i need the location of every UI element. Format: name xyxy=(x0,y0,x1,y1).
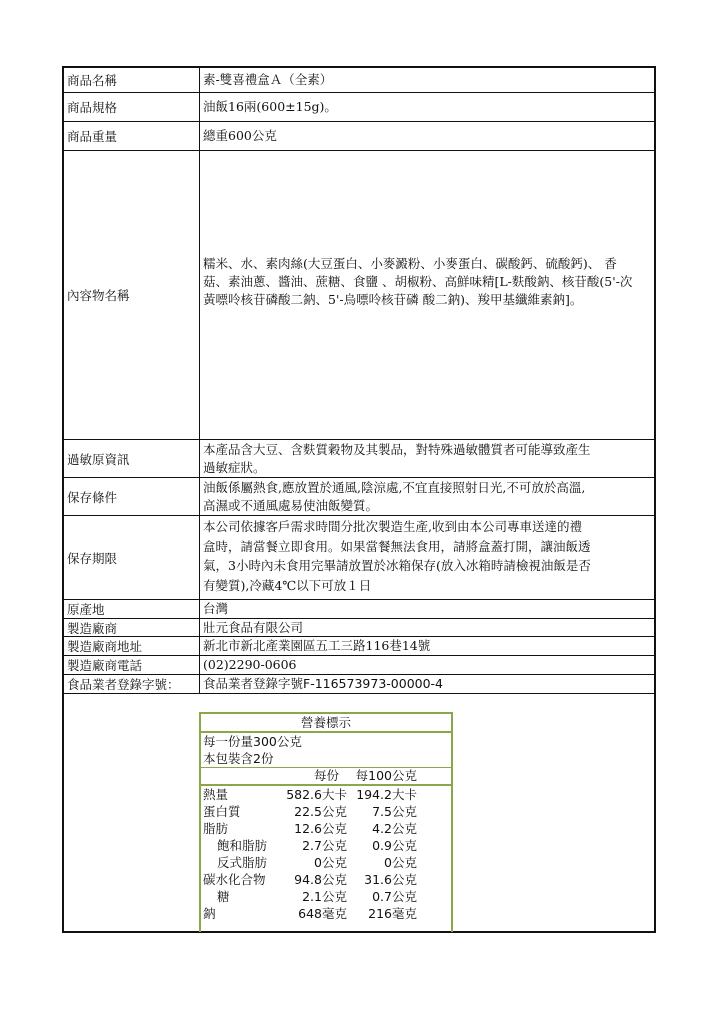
nutrition-label xyxy=(199,712,453,932)
nutrient-name: 碳水化合物 xyxy=(203,872,266,887)
nutrient-per-serving: 12.6公克 xyxy=(294,821,347,836)
value-maker: 壯元食品有限公司 xyxy=(203,619,304,635)
row-maker xyxy=(64,619,654,637)
label-shelf-life: 保存期限 xyxy=(64,516,200,599)
nutrient-per-serving: 582.6大卡 xyxy=(286,787,347,802)
nutrient-name: 蛋白質 xyxy=(203,804,241,819)
nutrient-name: 飽和脂肪 xyxy=(217,838,268,853)
nutrition-row xyxy=(201,854,451,871)
row-shelf-life xyxy=(64,516,654,600)
nutrient-per-100g: 7.5公克 xyxy=(372,804,417,819)
storage-line: 油飯係屬熱食,應放置於通風,陰涼處,不宜直接照射日光,不可放於高溫, xyxy=(203,480,586,495)
col-100g-header: 每100公克 xyxy=(355,768,417,783)
nutrition-row xyxy=(201,905,451,922)
nutrient-per-serving: 648毫克 xyxy=(298,906,347,921)
contents-line: 糯米、水、素肉絲(大豆蛋白、小麥澱粉、小麥蛋白、碳酸鈣、硫酸鈣)、 香 xyxy=(203,256,617,271)
shelf-line: 有變質),冷藏4℃以下可放１日 xyxy=(203,577,372,593)
value-origin: 台灣 xyxy=(203,601,229,617)
nutrient-per-serving: 22.5公克 xyxy=(294,804,347,819)
value-product-size: 油飯16兩(600±15g)。 xyxy=(203,99,337,115)
nutrient-per-100g: 0.7公克 xyxy=(372,889,417,904)
nutrition-title: 營養標示 xyxy=(201,714,451,733)
nutrient-name: 反式脂肪 xyxy=(217,855,268,870)
allergen-line: 本產品含大豆、含麩質穀物及其製品，對特殊過敏體質者可能導致產生 xyxy=(203,442,591,457)
row-origin xyxy=(64,600,654,619)
nutrient-per-serving: 2.7公克 xyxy=(302,838,347,853)
label-product-name: 商品名稱 xyxy=(64,68,200,92)
label-product-weight: 商品重量 xyxy=(64,122,200,150)
row-contents xyxy=(64,151,654,440)
value-phone: (02)2290-0606 xyxy=(203,657,297,673)
nutrient-per-100g: 0.9公克 xyxy=(372,838,417,853)
label-register: 食品業者登錄字號： xyxy=(64,675,200,693)
nutrient-per-serving: 2.1公克 xyxy=(302,889,347,904)
nutrition-row xyxy=(201,888,451,905)
label-origin: 原產地 xyxy=(64,600,200,618)
value-shelf-life xyxy=(200,516,654,599)
row-address xyxy=(64,637,654,656)
value-register: 食品業者登錄字號F-116573973-00000-4 xyxy=(203,676,444,692)
label-phone: 製造廠商電話 xyxy=(64,656,200,674)
nutrition-per-pack: 本包裝含2份 xyxy=(203,751,274,766)
label-allergen: 過敏原資訊 xyxy=(64,440,200,477)
row-product-weight xyxy=(64,122,654,151)
row-allergen xyxy=(64,440,654,478)
row-product-size xyxy=(64,93,654,122)
allergen-line: 過敏症狀。 xyxy=(203,459,266,475)
value-address: 新北市新北產業園區五工三路116巷14號 xyxy=(203,638,431,654)
nutrition-row xyxy=(201,820,451,837)
label-maker: 製造廠商 xyxy=(64,619,200,636)
nutrient-per-100g: 194.2大卡 xyxy=(356,787,417,802)
col-serving-header: 每份 xyxy=(313,768,339,783)
row-phone xyxy=(64,656,654,675)
nutrient-per-serving: 94.8公克 xyxy=(294,872,347,887)
contents-line: 菇、素油蔥、醬油、蔗糖、食鹽 、胡椒粉、高鮮味精[L-麩酸鈉、核苷酸(5'-次 xyxy=(203,274,633,289)
storage-line: 高濕或不通風處易使油飯變質。 xyxy=(203,497,379,513)
nutrition-row xyxy=(201,786,451,803)
value-product-name: 素-雙喜禮盒Ａ（全素） xyxy=(203,72,333,88)
value-storage xyxy=(200,478,654,515)
contents-line: 黃嘌呤核苷磷酸二鈉、5'-烏嘌呤核苷磷 酸二鈉)、羧甲基纖維素鈉]。 xyxy=(203,292,583,307)
nutrition-serving: 每一份量300公克 xyxy=(203,734,302,749)
label-storage: 保存條件 xyxy=(64,478,200,515)
nutrition-column-header xyxy=(201,767,451,786)
nutrient-name: 熱量 xyxy=(203,787,229,802)
nutrient-per-100g: 31.6公克 xyxy=(364,872,417,887)
nutrient-name: 糖 xyxy=(217,889,230,904)
shelf-line: 氣，3小時內未食用完畢請放置於冰箱保存(放入冰箱時請檢視油飯是否 xyxy=(203,558,591,573)
nutrient-name: 脂肪 xyxy=(203,821,229,836)
row-register xyxy=(64,675,654,694)
nutrition-row xyxy=(201,837,451,854)
label-address: 製造廠商地址 xyxy=(64,637,200,655)
value-contents xyxy=(200,151,654,439)
row-product-name xyxy=(64,68,654,93)
row-storage xyxy=(64,478,654,516)
label-contents: 內容物名稱 xyxy=(64,151,200,439)
value-product-weight: 總重600公克 xyxy=(203,128,277,144)
nutrient-per-serving: 0公克 xyxy=(314,855,347,870)
nutrient-per-100g: 216毫克 xyxy=(368,906,417,921)
value-allergen xyxy=(200,440,654,477)
product-spec-table xyxy=(62,66,656,933)
nutrient-per-100g: 4.2公克 xyxy=(372,821,417,836)
nutrient-name: 鈉 xyxy=(203,906,216,921)
shelf-line: 本公司依據客戶需求時間分批次製造生產,收到由本公司專車送達的禮 xyxy=(203,519,582,534)
label-product-size: 商品規格 xyxy=(64,93,200,121)
nutrient-per-100g: 0公克 xyxy=(384,855,417,870)
shelf-line: 盒時，請當餐立即食用。如果當餐無法食用，請將盒蓋打開，讓油飯透 xyxy=(203,538,591,554)
nutrition-row xyxy=(201,803,451,820)
nutrition-row xyxy=(201,871,451,888)
